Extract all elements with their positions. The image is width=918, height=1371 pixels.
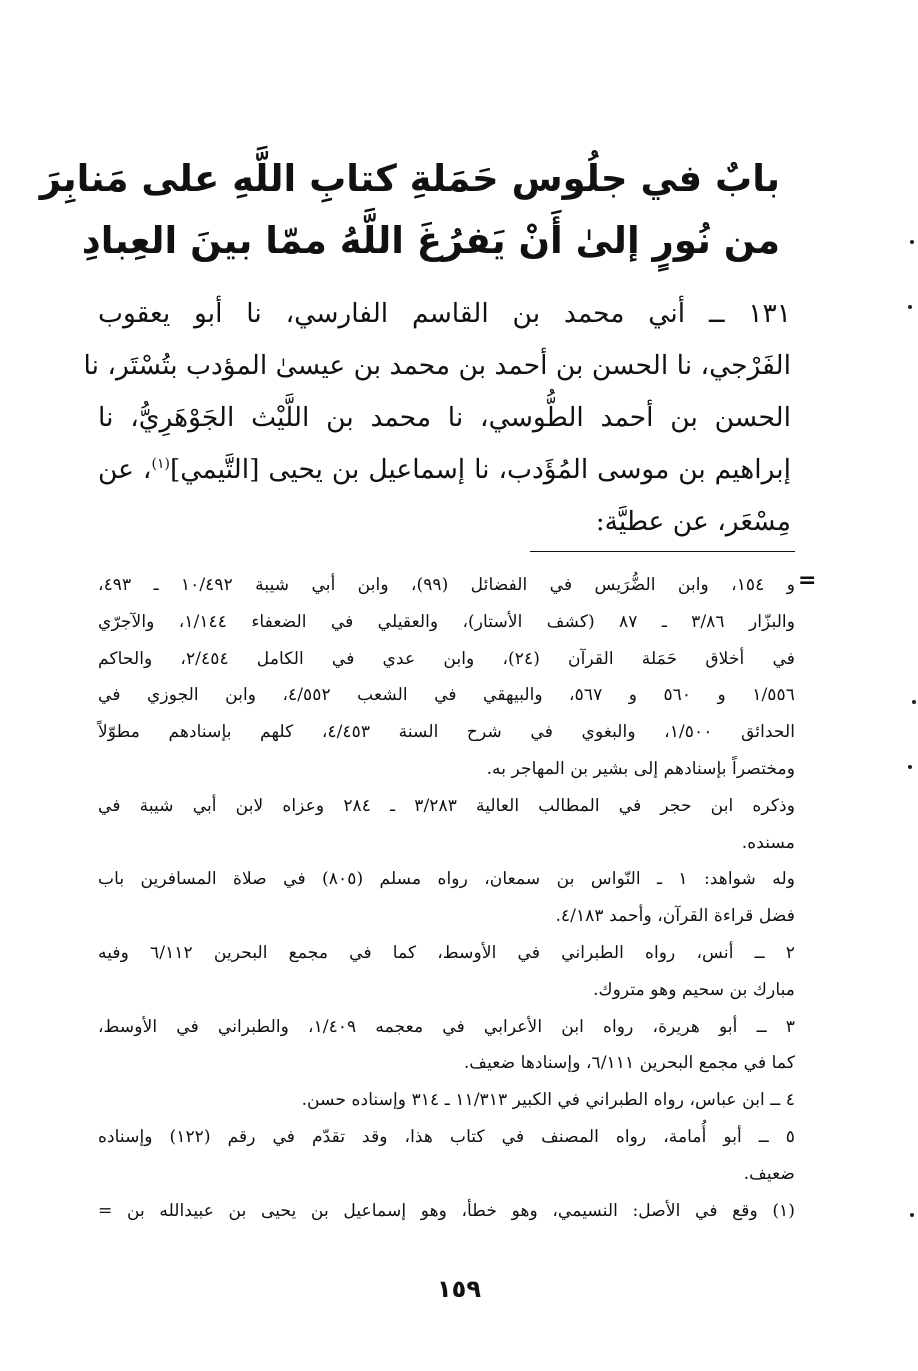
chapter-title (39, 148, 780, 272)
hadith-line: الحسن بن أحمد الطُّوسي، نا محمد بن اللَّيْث الجَوْهَرِيُّ، نا (98, 402, 791, 433)
footnote-line: ٥ ــ أبو أُمامة، رواه المصنف في كتاب هذا، وقد تقدّم في رقم (١٢٢) وإسناده (98, 1126, 795, 1147)
footnote-separator (530, 551, 795, 552)
scan-mark (908, 765, 912, 769)
hadith-line: مِسْعَر، عن عطيَّة: (595, 506, 791, 537)
footnote-line: والبزّار ٣/٨٦ ـ ٨٧ (كشف الأستار)، والعقيلي في الضعفاء ١/١٤٤، والآجرّي (98, 611, 796, 632)
hadith-line: ١٣١ ــ أني محمد بن القاسم الفارسي، نا أبو يعقوب (98, 298, 791, 329)
footnote-line: ومختصراً بإسنادهم إلى بشير بن المهاجر به. (486, 758, 795, 779)
scan-mark (912, 700, 916, 704)
footnote-line: و ١٥٤، وابن الضُّرَيس في الفضائل (٩٩)، وابن أبي شيبة ١٠/٤٩٢ ـ ٤٩٣، (98, 575, 795, 595)
footnotes (98, 567, 795, 1229)
chapter-title-line-1: بابٌ في جلُوس حَمَلةِ كتابِ اللَّهِ على مَنابِرَ (39, 157, 780, 200)
scan-mark (910, 1213, 914, 1217)
page-number: ١٥٩ (437, 1275, 481, 1303)
footnote-line: وذكره ابن حجر في المطالب العالية ٣/٢٨٣ ـ ٢٨٤ وعزاه لابن أبي شيبة في (98, 795, 795, 816)
footnote-line: فضل قراءة القرآن، وأحمد ٤/١٨٣. (555, 906, 795, 927)
footnote-line: ١/٥٥٦ و ٥٦٠ و ٥٦٧، والبيهقي في الشعب ٤/٥٥٢، وابن الجوزي في (98, 685, 795, 706)
hadith-text (83, 288, 792, 548)
footnote-line: كما في مجمع البحرين ٦/١١١، وإسنادها ضعيف. (463, 1053, 795, 1074)
chapter-title-line-2: من نُورٍ إلىٰ أَنْ يَفرُغَ اللَّهُ ممّا بينَ العِبادِ (81, 219, 780, 262)
hadith-line (98, 444, 791, 496)
footnote-line: ضعيف. (743, 1163, 795, 1184)
scan-mark (910, 240, 914, 244)
hadith-line: الفَرْجي، نا الحسن بن أحمد بن محمد بن عيسىٰ المؤدب بتُسْتَر، نا (83, 350, 791, 381)
footnote-line: ٢ ــ أنس، رواه الطبراني في الأوسط، كما في مجمع البحرين ٦/١١٢ وفيه (98, 942, 796, 963)
hadith-line-text: إبراهيم بن موسى المُؤَدب، نا إسماعيل بن يحيى [التَّيمي] (169, 454, 792, 485)
footnote-line: الحدائق ١/٥٠٠، والبغوي في شرح السنة ٤/٤٥٣، كلهم بإسنادهم مطوّلاً (98, 722, 795, 743)
hadith-line-tail: ، عن (98, 454, 152, 485)
footnote-line: وله شواهد: ١ ـ النّواس بن سمعان، رواه مسلم (٨٠٥) في صلاة المسافرين باب (98, 869, 795, 890)
footnote-reference[interactable]: (١) (151, 456, 170, 473)
footnote-line: مبارك بن سحيم وهو متروك. (593, 979, 795, 1000)
continuation-mark: = (798, 568, 817, 593)
footnote-line: مسنده. (741, 832, 795, 853)
footnote-line: في أخلاق حَمَلة القرآن (٢٤)، وابن عدي في الكامل ٢/٤٥٤، والحاكم (98, 648, 795, 669)
footnote-line: ٤ ــ ابن عباس، رواه الطبراني في الكبير ١١/٣١٣ ـ ٣١٤ وإسناده حسن. (301, 1090, 795, 1111)
footnote-line: ٣ ــ أبو هريرة، رواه ابن الأعرابي في معجمه ١/٤٠٩، والطبراني في الأوسط، (98, 1016, 795, 1037)
scan-mark (908, 305, 912, 309)
footnote-line: (١) وقع في الأصل: النسيمي، وهو خطأ، وهو إسماعيل بن يحيى بن عبيدالله بن = (98, 1200, 795, 1221)
